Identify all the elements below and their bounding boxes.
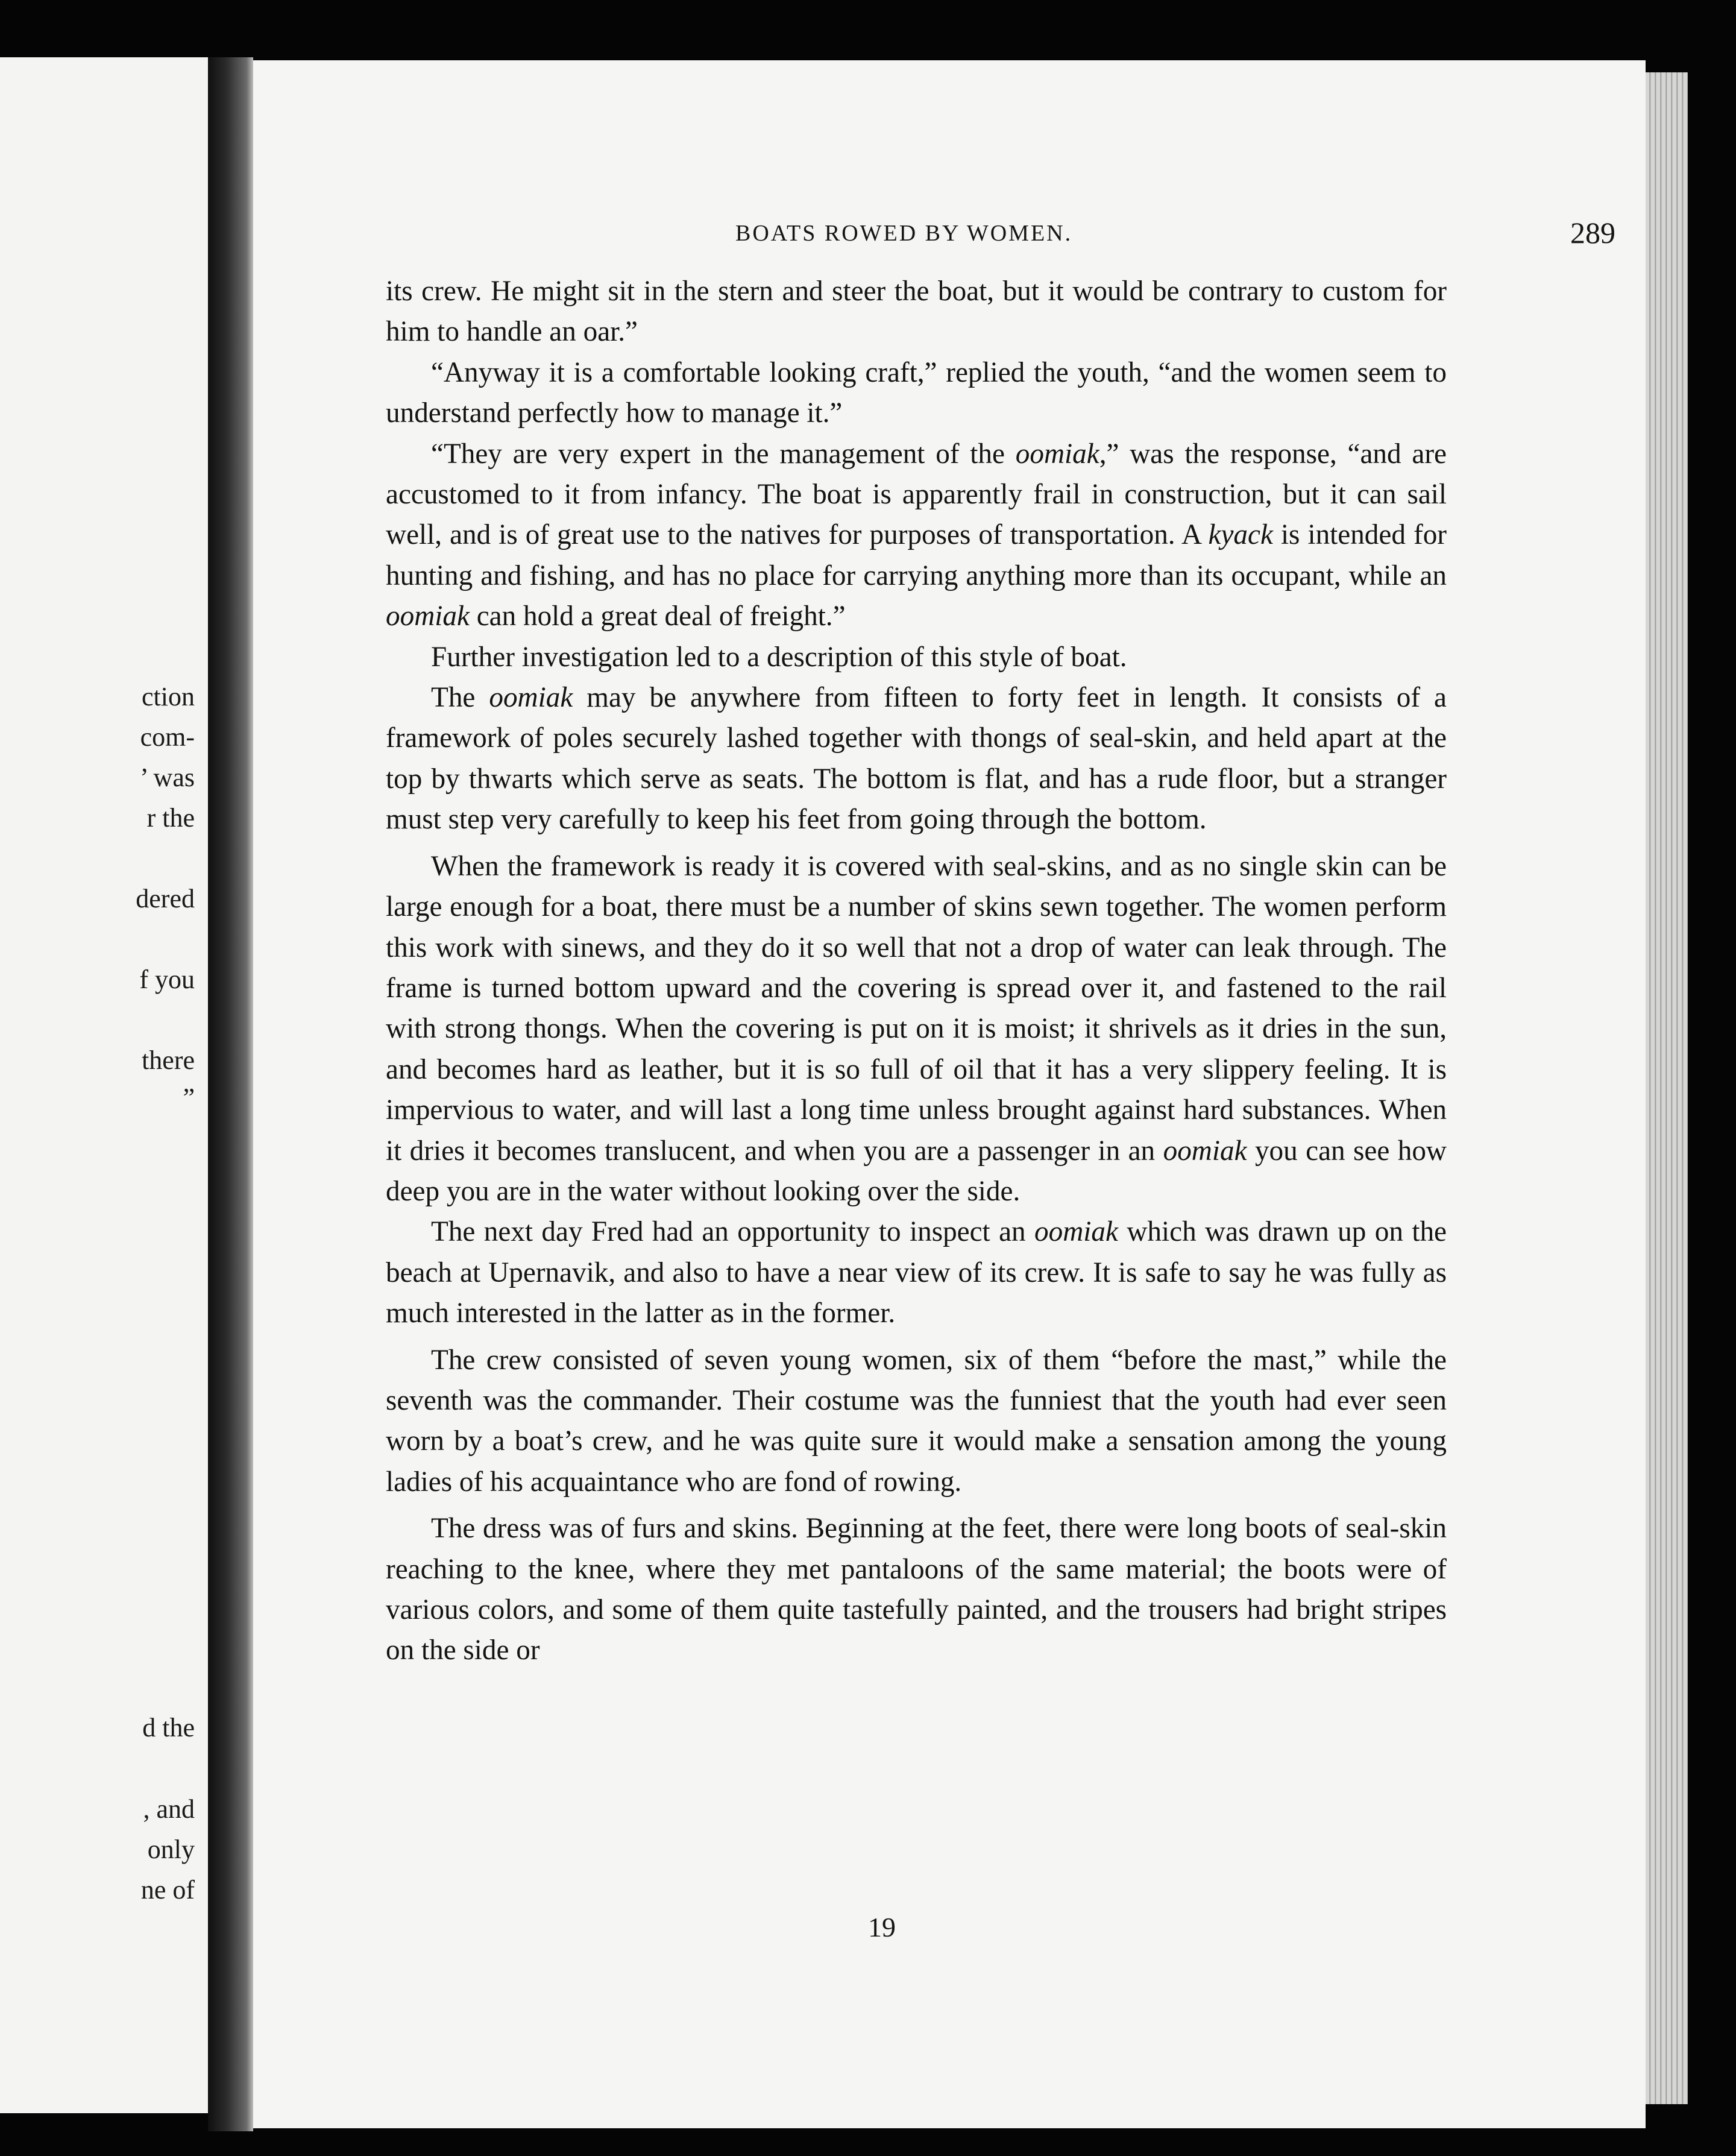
left-line-fragment: d the — [142, 1713, 195, 1742]
paragraph: The dress was of furs and skins. Beginning at the feet, there were long boots of seal-skin reaching to the knee, where they met pantaloons of the same material; the boots were of various colors, and some of them quite tastefully painted, and the trousers had bright stripes on the side or — [386, 1513, 1447, 1666]
italic-term: oomiak — [386, 600, 470, 632]
left-line-fragment: f you — [139, 965, 195, 994]
left-line-fragment: com- — [140, 722, 195, 752]
left-page-fragment — [0, 57, 208, 2113]
left-line-fragment: , and — [143, 1794, 195, 1824]
page-number: 289 — [1570, 216, 1615, 250]
paragraph: The crew consisted of seven young women, six of them “before the mast,” while the seventh was the commander. Their costume was the funniest that the youth had ever seen worn by a boat’s crew, and he was quite sure it would make a sensation among the young ladies of his acquaintance who are fond of rowing. — [386, 1344, 1447, 1498]
left-line-fragment: ” — [183, 1083, 195, 1112]
book-gutter-shadow — [208, 57, 253, 2131]
italic-term: oomiak — [1034, 1216, 1118, 1248]
paragraph: Further investigation led to a description of this style of boat. — [431, 641, 1127, 673]
signature-mark: 19 — [868, 1912, 896, 1943]
page-edges — [1646, 72, 1688, 2104]
header-title: BOATS ROWED BY WOMEN. — [735, 221, 1073, 246]
left-line-fragment: ’ was — [140, 763, 195, 792]
paragraph: “Anyway it is a comfortable looking craft,” replied the youth, “and the women seem to understand perfectly how to manage it.” — [386, 356, 1447, 429]
left-line-fragment: there — [142, 1045, 195, 1075]
body-text — [386, 271, 1447, 1671]
paragraph: “They are very expert in the management of the oomiak,” was the response, “and are accustomed to it from infancy. The boat is apparently frail in construction, but it can sail well, and is of great use to the natives for purposes of transportation. A kyack is intended for hunting and fishing, and has no place for carrying anything more than its occupant, while an oomiak can hold a great deal of freight.” — [386, 438, 1447, 632]
italic-term: oomiak — [489, 682, 573, 714]
paragraph: When the framework is ready it is covered with seal-skins, and as no single skin can be large enough for a boat, there must be a number of skins sewn together. The women perform this work with sinews, and they do it so well that not a drop of water can leak through. The frame is turned bottom upward and the covering is spread over it, and fastened to the rail with strong thongs. When the covering is put on it is moist; it shrivels as it dries in the sun, and becomes hard as leather, but it is so full of oil that it has a very slippery feeling. It is impervious to water, and will last a long time unless brought against hard substances. When it dries it becomes translucent, and when you are a passenger in an oomiak you can see how deep you are in the water without looking over the side. — [386, 850, 1447, 1207]
italic-term: oomiak — [1015, 438, 1099, 470]
left-line-fragment: dered — [136, 884, 195, 913]
italic-term: oomiak — [1163, 1135, 1247, 1167]
italic-term: kyack — [1208, 519, 1273, 551]
left-line-fragment: only — [147, 1835, 195, 1864]
left-line-fragment: ne of — [140, 1875, 195, 1905]
paragraph: The oomiak may be anywhere from fifteen to forty feet in length. It consists of a framework of poles securely lashed together with thongs of seal-skin, and held apart at the top by thwarts which serve as seats. The bottom is flat, and has a rude floor, but a stranger must step very carefully to keep his feet from going through the bottom. — [386, 682, 1447, 836]
left-line-fragment: ction — [142, 682, 195, 711]
left-line-fragment: r the — [146, 803, 195, 833]
paragraph: its crew. He might sit in the stern and steer the boat, but it would be contrary to custom for him to handle an oar.” — [386, 276, 1447, 348]
paragraph: The next day Fred had an opportunity to inspect an oomiak which was drawn up on the beach at Upernavik, and also to have a near view of its crew. It is safe to say he was fully as much interested in the latter as in the former. — [386, 1216, 1447, 1329]
